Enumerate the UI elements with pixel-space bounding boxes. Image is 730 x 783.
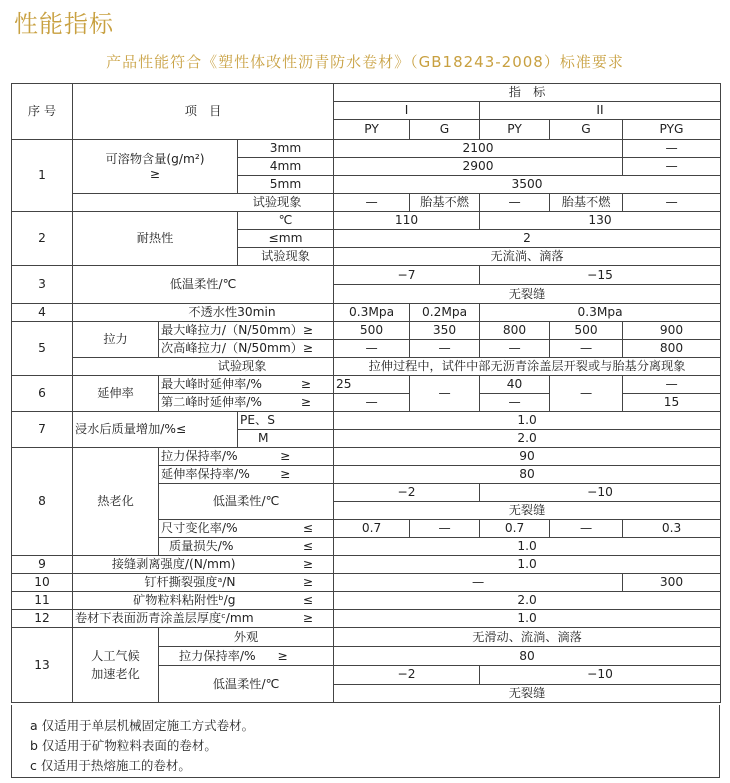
sub-item: 5mm: [238, 176, 334, 194]
sign: ≥: [238, 647, 334, 666]
value-cell: 40: [480, 376, 550, 394]
sub-item: PE、S: [238, 412, 334, 430]
sub-item: 质量损失/%: [159, 538, 238, 556]
header-index: 指 标: [334, 84, 721, 102]
value-cell: —: [623, 158, 721, 176]
sub-item: 4mm: [238, 158, 334, 176]
row-number: 1: [12, 140, 73, 212]
sub-item: 试验现象: [73, 358, 334, 376]
sign: ≥: [238, 610, 334, 628]
value-cell: 25: [334, 376, 410, 394]
value-cell: —: [410, 340, 480, 358]
value-cell: 2.0: [334, 592, 721, 610]
row-number: 10: [12, 574, 73, 592]
row-number: 11: [12, 592, 73, 610]
value-cell: −10: [480, 484, 721, 502]
value-cell: 2900: [334, 158, 623, 176]
value-cell: 无裂缝: [334, 285, 721, 304]
sign: ≥: [238, 466, 334, 484]
row-number: 3: [12, 266, 73, 304]
item-label: 低温柔性/℃: [73, 266, 334, 304]
value-cell: −10: [480, 666, 721, 685]
sub-item: 外观: [159, 628, 334, 647]
value-cell: 1.0: [334, 610, 721, 628]
sign: ≥: [238, 448, 334, 466]
value-cell: 500: [334, 322, 410, 340]
value-cell: 350: [410, 322, 480, 340]
value-cell: —: [334, 394, 410, 412]
sub-item: ≤mm: [238, 230, 334, 248]
value-cell: —: [623, 140, 721, 158]
item-label: 钉杆撕裂强度ᵃ/N: [73, 574, 238, 592]
sub-item: 第二峰时延伸率/% ≥: [159, 394, 334, 412]
footnote-b: b 仅适用于矿物粒料表面的卷材。: [30, 738, 217, 753]
sign: ≤: [238, 538, 334, 556]
value-cell: —: [480, 394, 550, 412]
subtitle: 产品性能符合《塑性体改性沥青防水卷材》（GB18243-2008）标准要求: [106, 53, 624, 71]
sub-item: 次高峰拉力/（N/50mm）≥: [159, 340, 334, 358]
value-cell: —: [334, 194, 410, 212]
sub-item: 最大峰拉力/（N/50mm）≥: [159, 322, 334, 340]
sub-item: 试验现象: [73, 194, 334, 212]
sub-item: 延伸率保持率/%: [159, 466, 238, 484]
header-pyg: PYG: [623, 120, 721, 140]
footnotes: [11, 705, 720, 778]
value-cell: —: [334, 340, 410, 358]
value-cell: 15: [623, 394, 721, 412]
row-number: 6: [12, 376, 73, 412]
item-label: 人工气候 加速老化: [73, 628, 159, 703]
value-cell: 90: [334, 448, 721, 466]
value-cell: −2: [334, 666, 480, 685]
value-cell: 胎基不燃: [410, 194, 480, 212]
performance-table: [11, 83, 721, 703]
header-item: 项 目: [73, 84, 334, 140]
value-cell: 胎基不燃: [550, 194, 623, 212]
value-cell: 拉伸过程中，试件中部无沥青涂盖层开裂或与胎基分离现象: [334, 358, 721, 376]
footnote-a: a 仅适用于单层机械固定施工方式卷材。: [30, 718, 255, 733]
value-cell: 1.0: [334, 412, 721, 430]
value-cell: 2.0: [334, 430, 721, 448]
value-cell: 80: [334, 647, 721, 666]
value-cell: −7: [334, 266, 480, 285]
row-number: 13: [12, 628, 73, 703]
sign: ≥: [238, 574, 334, 592]
value-cell: 0.2Mpa: [410, 304, 480, 322]
value-cell: 1.0: [334, 538, 721, 556]
sub-item: 最大峰时延伸率/% ≥: [159, 376, 334, 394]
value-cell: —: [623, 376, 721, 394]
sub-item: 拉力保持率/%: [159, 647, 238, 666]
value-cell: −2: [334, 484, 480, 502]
sign: ≥: [238, 556, 334, 574]
header-g: G: [410, 120, 480, 140]
header-seq: 序 号: [12, 84, 73, 140]
row-number: 2: [12, 212, 73, 266]
value-cell: 3500: [334, 176, 721, 194]
sub-item: 试验现象: [238, 248, 334, 266]
sub-item: M: [238, 430, 334, 448]
value-cell: 80: [334, 466, 721, 484]
item-label: 接缝剥离强度/(N/mm): [73, 556, 238, 574]
value-cell: 0.7: [334, 520, 410, 538]
row-number: 4: [12, 304, 73, 322]
value-cell: 1.0: [334, 556, 721, 574]
header-class-1: I: [334, 102, 480, 120]
value-cell: 500: [550, 322, 623, 340]
header-py: PY: [334, 120, 410, 140]
value-cell: 800: [480, 322, 550, 340]
value-cell: 900: [623, 322, 721, 340]
row-number: 9: [12, 556, 73, 574]
item-label: 不透水性30min: [73, 304, 334, 322]
value-cell: 0.3Mpa: [334, 304, 410, 322]
value-cell: —: [623, 194, 721, 212]
value-cell: 300: [623, 574, 721, 592]
header-class-2: II: [480, 102, 721, 120]
sign: ≤: [238, 520, 334, 538]
sub-item: 低温柔性/℃: [159, 484, 334, 520]
item-label: 耐热性: [73, 212, 238, 266]
header-g: G: [550, 120, 623, 140]
value-cell: —: [480, 340, 550, 358]
value-cell: 无裂缝: [334, 502, 721, 520]
value-cell: —: [334, 574, 623, 592]
value-cell: 130: [480, 212, 721, 230]
footnote-c: c 仅适用于热熔施工的卷材。: [30, 758, 191, 773]
value-cell: 0.3: [623, 520, 721, 538]
item-label: 拉力: [73, 322, 159, 358]
sub-item: 低温柔性/℃: [159, 666, 334, 703]
row-number: 8: [12, 448, 73, 556]
item-label: 矿物粒料粘附性ᵇ/g: [73, 592, 238, 610]
item-label: 可溶物含量(g/m²) ≥: [73, 140, 238, 194]
sign: ≤: [238, 592, 334, 610]
value-cell: —: [550, 520, 623, 538]
row-number: 5: [12, 322, 73, 376]
value-cell: —: [550, 376, 623, 412]
value-cell: 2100: [334, 140, 623, 158]
value-cell: —: [550, 340, 623, 358]
value-cell: 无流淌、滴落: [334, 248, 721, 266]
value-cell: 2: [334, 230, 721, 248]
page-title: 性能指标: [14, 10, 114, 38]
item-label: 卷材下表面沥青涂盖层厚度ᶜ/mm: [73, 610, 238, 628]
value-cell: —: [480, 194, 550, 212]
item-label: 延伸率: [73, 376, 159, 412]
row-number: 12: [12, 610, 73, 628]
value-cell: 无裂缝: [334, 684, 721, 703]
header-py: PY: [480, 120, 550, 140]
value-cell: 0.3Mpa: [480, 304, 721, 322]
value-cell: —: [410, 520, 480, 538]
sub-item: 3mm: [238, 140, 334, 158]
value-cell: 无滑动、流淌、滴落: [334, 628, 721, 647]
sub-item: 拉力保持率/%: [159, 448, 238, 466]
value-cell: 800: [623, 340, 721, 358]
item-label: 浸水后质量增加/%≤: [73, 412, 238, 448]
sub-item: 尺寸变化率/%: [159, 520, 238, 538]
value-cell: 0.7: [480, 520, 550, 538]
value-cell: —: [410, 376, 480, 412]
value-cell: −15: [480, 266, 721, 285]
sub-item: ℃: [238, 212, 334, 230]
value-cell: 110: [334, 212, 480, 230]
row-number: 7: [12, 412, 73, 448]
item-label: 热老化: [73, 448, 159, 556]
